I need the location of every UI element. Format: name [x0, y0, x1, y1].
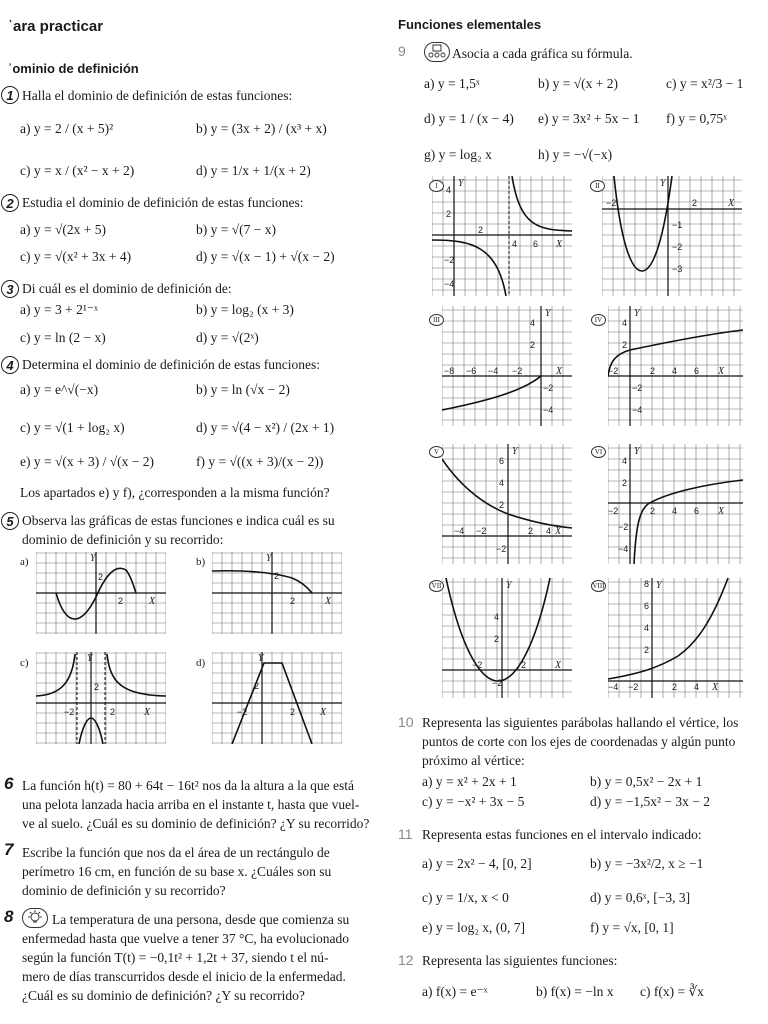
formula-g: g) y = log₂ x: [424, 147, 492, 162]
exercise-1-number: 1: [1, 86, 19, 104]
svg-text:X: X: [320, 707, 327, 718]
svg-text:4: 4: [622, 456, 628, 466]
formula-a: a) y = 1,5ˣ: [424, 76, 480, 91]
svg-text:X: X: [149, 596, 156, 607]
svg-text:X: X: [712, 682, 719, 693]
svg-text:X: X: [556, 239, 563, 250]
exercise-2-number: 2: [1, 194, 19, 212]
svg-text:−2: −2: [64, 707, 75, 717]
graph-VII-label: VII: [429, 580, 444, 592]
svg-text:2: 2: [118, 596, 124, 606]
svg-text:2: 2: [672, 682, 678, 692]
exercise-2d: d) y = √(x − 1) + √(x − 2): [196, 249, 335, 264]
svg-text:Y: Y: [656, 580, 662, 591]
svg-text:−2: −2: [632, 383, 643, 393]
svg-text:−2: −2: [606, 198, 617, 208]
graph-III: [442, 306, 572, 426]
svg-text:−2: −2: [512, 366, 523, 376]
svg-text:−4: −4: [618, 544, 629, 554]
svg-text:6: 6: [694, 506, 700, 516]
svg-text:X: X: [728, 198, 735, 209]
svg-text:2: 2: [94, 682, 100, 692]
svg-text:2: 2: [290, 596, 296, 606]
exercise-11-statement: Representa estas funciones en el intervalo indicado:: [422, 827, 702, 842]
exercise-1a: a) y = 2 / (x + 5)²: [20, 121, 114, 136]
exercise-4d: d) y = √(4 − x²) / (2x + 1): [196, 420, 335, 435]
exercise-11a: a) y = 2x² − 4, [0, 2]: [422, 856, 532, 871]
exercise-8-line3: según la función T(t) = −0,1t² + 1,2t + 37, siendo t el nú-: [22, 950, 329, 965]
svg-text:−4: −4: [543, 405, 554, 415]
exercise-11c: c) y = 1/x, x < 0: [422, 890, 509, 905]
exercise-3b: b) y = log₂ (x + 3): [196, 302, 294, 317]
exercise-3-number: 3: [1, 280, 19, 298]
exercise-4f: f) y = √((x + 3)/(x − 2)): [196, 454, 324, 469]
exercise-5-label-a: a): [20, 556, 29, 568]
exercise-8-line5: ¿Cuál es su dominio de definición? ¿Y su recorrido?: [22, 988, 305, 1003]
exercise-5-label-c: c): [20, 657, 29, 669]
svg-text:−2: −2: [444, 255, 455, 265]
graph-II-label: II: [590, 180, 605, 192]
svg-text:4: 4: [622, 318, 628, 328]
exercise-2c: c) y = √(x² + 3x + 4): [20, 249, 132, 264]
svg-text:6: 6: [644, 601, 650, 611]
svg-text:Y: Y: [458, 178, 464, 189]
svg-text:−2: −2: [672, 242, 683, 252]
svg-text:X: X: [555, 526, 562, 537]
exercise-5-label-b: b): [196, 556, 206, 568]
svg-text:2: 2: [521, 660, 527, 670]
graph-VIII: [608, 578, 743, 698]
svg-text:2: 2: [290, 707, 296, 717]
graph-I-label: I: [429, 180, 444, 192]
svg-text:−3: −3: [672, 264, 683, 274]
svg-text:−2: −2: [476, 526, 487, 536]
exercise-3d: d) y = √(2ˣ): [196, 330, 259, 345]
exercise-2-statement: Estudia el dominio de definición de estas funciones:: [22, 195, 304, 210]
svg-text:4: 4: [644, 623, 650, 633]
exercise-5-statement-line2: dominio de definición y su recorrido:: [22, 532, 224, 547]
exercise-3c: c) y = ln (2 − x): [20, 330, 106, 345]
exercise-7-line2: perímetro 16 cm, en función de su base x. ¿Cuáles son su: [22, 864, 332, 879]
svg-text:4: 4: [499, 478, 505, 488]
graph-IV-label: IV: [591, 314, 606, 326]
formula-f: f) y = 0,75ˣ: [666, 111, 728, 126]
lightbulb-icon: [22, 908, 48, 928]
svg-text:−4: −4: [632, 405, 643, 415]
exercise-11f: f) y = √x, [0, 1]: [590, 920, 674, 935]
svg-text:2: 2: [622, 478, 628, 488]
exercise-4a: a) y = e^√(−x): [20, 382, 99, 397]
graph-V-label: V: [429, 446, 444, 458]
exercise-3-statement: Di cuál es el dominio de definición de:: [22, 281, 232, 296]
svg-text:4: 4: [446, 185, 452, 195]
exercise-1c: c) y = x / (x² − x + 2): [20, 163, 135, 178]
graph-VIII-label: VIII: [592, 582, 605, 590]
exercise-8-number: 8: [4, 907, 14, 926]
exercise-10-line2: puntos de corte con los ejes de coordenadas y algún punto: [422, 734, 736, 749]
exercise-6-line1: La función h(t) = 80 + 64t − 16t² nos da la altura a la que está: [22, 778, 355, 793]
svg-text:−2: −2: [618, 522, 629, 532]
exercise-10d: d) y = −1,5x² − 3x − 2: [590, 794, 710, 809]
svg-text:2: 2: [499, 500, 505, 510]
exercise-9-statement: Asocia a cada gráfica su fórmula.: [452, 46, 633, 61]
svg-text:4: 4: [694, 682, 700, 692]
svg-text:−2: −2: [608, 366, 619, 376]
svg-text:−6: −6: [466, 366, 477, 376]
exercise-6-number: 6: [4, 774, 14, 793]
exercise-7-line3: dominio de definición y su recorrido?: [22, 883, 226, 898]
svg-text:Y: Y: [660, 178, 666, 189]
svg-text:2: 2: [650, 366, 656, 376]
exercise-10-number: 10: [398, 714, 414, 730]
svg-text:Y: Y: [634, 308, 640, 319]
graph-VII: [442, 578, 572, 698]
exercise-10b: b) y = 0,5x² − 2x + 1: [590, 774, 703, 789]
svg-text:6: 6: [499, 456, 505, 466]
graph-IV: [608, 306, 743, 426]
exercise-3a: a) y = 3 + 2¹⁻ˣ: [20, 302, 98, 317]
exercise-4b: b) y = ln (√x − 2): [196, 382, 290, 397]
exercise-12c: c) f(x) = ∛x: [640, 984, 704, 999]
graph-VI-label: VI: [591, 446, 606, 458]
svg-text:2: 2: [446, 209, 452, 219]
exercise-8-line1: La temperatura de una persona, desde que comienza su: [52, 912, 350, 927]
svg-text:X: X: [325, 596, 332, 607]
svg-text:2: 2: [528, 526, 534, 536]
svg-text:2: 2: [478, 225, 484, 235]
exercise-2a: a) y = √(2x + 5): [20, 222, 106, 237]
svg-text:−1: −1: [672, 220, 683, 230]
exercise-10-line3: próximo al vértice:: [422, 753, 525, 768]
formula-e: e) y = 3x² + 5x − 1: [538, 111, 640, 126]
svg-text:2: 2: [110, 707, 116, 717]
svg-text:−2: −2: [496, 544, 507, 554]
exercise-9-number: 9: [398, 43, 406, 59]
exercise-11b: b) y = −3x²/2, x ≥ −1: [590, 856, 704, 871]
svg-text:−8: −8: [444, 366, 455, 376]
exercise-5-graph-d: [212, 652, 342, 744]
svg-text:Y: Y: [258, 653, 264, 664]
svg-text:−2: −2: [608, 506, 619, 516]
svg-text:X: X: [144, 707, 151, 718]
svg-text:4: 4: [494, 612, 500, 622]
svg-text:8: 8: [644, 579, 650, 589]
exercise-5-number: 5: [1, 512, 19, 530]
svg-text:−4: −4: [454, 526, 465, 536]
exercise-10-line1: Representa las siguientes parábolas hallando el vértice, los: [422, 715, 739, 730]
exercise-11e: e) y = log₂ x, (0, 7]: [422, 920, 526, 935]
graph-II: [602, 176, 742, 296]
svg-text:2: 2: [98, 572, 104, 582]
exercise-12a: a) f(x) = e⁻ˣ: [422, 984, 488, 999]
svg-text:−2: −2: [543, 383, 554, 393]
right-section-title: Funciones elementales: [398, 17, 542, 32]
exercise-11d: d) y = 0,6ˣ, [−3, 3]: [590, 890, 691, 905]
exercise-8-line2: enfermedad hasta que vuelve a tener 37 °C, ha evolucionado: [22, 931, 350, 946]
svg-text:Y: Y: [634, 446, 640, 457]
svg-text:Y: Y: [512, 446, 518, 457]
svg-text:Y: Y: [266, 553, 272, 564]
exercise-7-line1: Escribe la función que nos da el área de un rectángulo de: [22, 845, 330, 860]
svg-text:4: 4: [530, 318, 536, 328]
exercise-4-statement: Determina el dominio de definición de estas funciones:: [22, 357, 321, 372]
svg-text:2: 2: [254, 681, 260, 691]
svg-text:2: 2: [494, 634, 500, 644]
svg-text:−2: −2: [472, 660, 483, 670]
graph-V: [442, 444, 572, 564]
exercise-5-graph-c: [36, 652, 166, 744]
formula-d: d) y = 1 / (x − 4): [424, 111, 514, 126]
exercise-5-graph-b: [212, 552, 342, 634]
exercise-6-line3: ve al suelo. ¿Cuál es su dominio de definición? ¿Y su recorrido?: [22, 816, 370, 831]
exercise-12-statement: Representa las siguientes funciones:: [422, 953, 618, 968]
exercise-12b: b) f(x) = −ln x: [536, 984, 614, 999]
group-work-icon: [424, 42, 450, 62]
svg-text:2: 2: [692, 198, 698, 208]
svg-text:2: 2: [650, 506, 656, 516]
exercise-4-number: 4: [1, 356, 19, 374]
exercise-1b: b) y = (3x + 2) / (x³ + x): [196, 121, 327, 136]
exercise-4c: c) y = √(1 + log₂ x): [20, 420, 125, 435]
svg-text:Y: Y: [545, 308, 551, 319]
svg-text:4: 4: [512, 239, 518, 249]
exercise-11-number: 11: [398, 826, 413, 842]
exercise-4-question: Los apartados e) y f), ¿corresponden a la misma función?: [20, 485, 330, 500]
exercise-5-label-d: d): [196, 657, 206, 669]
svg-text:2: 2: [530, 340, 536, 350]
formula-c: c) y = x²/3 − 1: [666, 76, 744, 91]
exercise-4e: e) y = √(x + 3) / √(x − 2): [20, 454, 155, 469]
svg-text:−2: −2: [492, 678, 503, 688]
exercise-1-statement: Halla el dominio de definición de estas funciones:: [22, 88, 293, 103]
svg-text:Y: Y: [87, 653, 93, 664]
section-title: ʾara practicar: [8, 18, 104, 35]
svg-text:6: 6: [694, 366, 700, 376]
exercise-5-statement-line1: Observa las gráficas de estas funciones e indica cuál es su: [22, 513, 335, 528]
svg-text:2: 2: [274, 571, 280, 581]
svg-text:Y: Y: [90, 553, 96, 564]
svg-text:X: X: [556, 366, 563, 377]
svg-text:−4: −4: [608, 682, 619, 692]
svg-text:4: 4: [672, 506, 678, 516]
exercise-12-number: 12: [398, 952, 414, 968]
svg-text:2: 2: [622, 340, 628, 350]
exercise-7-number: 7: [4, 840, 14, 859]
svg-text:−2: −2: [628, 682, 639, 692]
svg-text:4: 4: [546, 526, 552, 536]
svg-text:6: 6: [533, 239, 539, 249]
subsection-title: ʾominio de definición: [8, 61, 139, 76]
svg-text:X: X: [718, 366, 725, 377]
svg-text:2: 2: [644, 645, 650, 655]
exercise-1d: d) y = 1/x + 1/(x + 2): [196, 163, 311, 178]
graph-VI: [608, 444, 743, 564]
svg-text:−4: −4: [488, 366, 499, 376]
exercise-10a: a) y = x² + 2x + 1: [422, 774, 517, 789]
exercise-6-line2: una pelota lanzada hacia arriba en el instante t, hasta que vuel-: [22, 797, 360, 812]
graph-III-label: III: [429, 314, 444, 326]
svg-text:X: X: [555, 660, 562, 671]
svg-text:Y: Y: [506, 580, 512, 591]
right-column: [388, 0, 768, 1024]
svg-text:4: 4: [672, 366, 678, 376]
svg-text:−2: −2: [237, 707, 248, 717]
svg-text:X: X: [718, 506, 725, 517]
exercise-5-graph-a: [36, 552, 166, 634]
graph-I: [432, 176, 572, 296]
exercise-8-line4: mero de días transcurridos desde el inicio de la enfermedad.: [22, 969, 346, 984]
exercise-2b: b) y = √(7 − x): [196, 222, 276, 237]
exercise-10c: c) y = −x² + 3x − 5: [422, 794, 525, 809]
formula-b: b) y = √(x + 2): [538, 76, 618, 91]
formula-h: h) y = −√(−x): [538, 147, 613, 162]
svg-text:−4: −4: [444, 279, 455, 289]
